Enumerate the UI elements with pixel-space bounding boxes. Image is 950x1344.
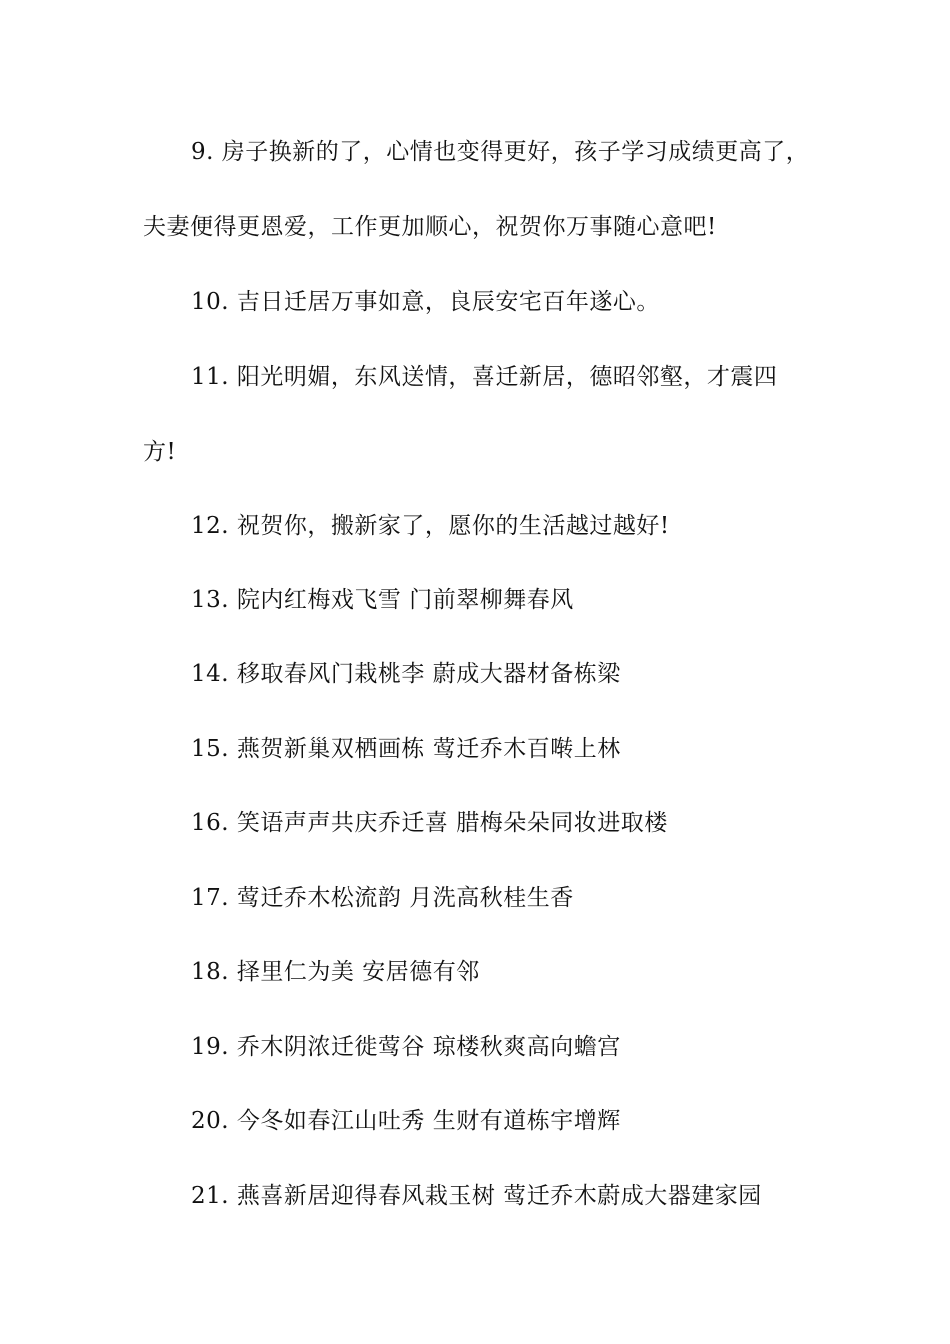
paragraph-line: 17. 莺迁乔木松流韵 月洗高秋桂生香 bbox=[191, 885, 574, 911]
paragraph-line: 21. 燕喜新居迎得春风栽玉树 莺迁乔木蔚成大器建家园 bbox=[191, 1183, 762, 1209]
paragraph-line: 19. 乔木阴浓迁徙莺谷 琼楼秋爽高向蟾宫 bbox=[191, 1034, 621, 1060]
paragraph-line: 夫妻便得更恩爱，工作更加顺心，祝贺你万事随心意吧! bbox=[143, 214, 717, 240]
paragraph-line: 9. 房子换新的了，心情也变得更好，孩子学习成绩更高了， bbox=[191, 139, 810, 165]
paragraph-line: 11. 阳光明媚，东风送情，喜迁新居，德昭邻壑，才震四 bbox=[191, 364, 778, 390]
paragraph-line: 10. 吉日迁居万事如意，良辰安宅百年遂心。 bbox=[191, 289, 660, 315]
paragraph-line: 18. 择里仁为美 安居德有邻 bbox=[191, 959, 480, 985]
paragraph-line: 13. 院内红梅戏飞雪 门前翠柳舞春风 bbox=[191, 587, 574, 613]
paragraph-line: 20. 今冬如春江山吐秀 生财有道栋宇增辉 bbox=[191, 1108, 621, 1134]
paragraph-line: 12. 祝贺你，搬新家了，愿你的生活越过越好! bbox=[191, 513, 670, 539]
paragraph-line: 15. 燕贺新巢双栖画栋 莺迁乔木百啭上林 bbox=[191, 736, 621, 762]
paragraph-line: 14. 移取春风门栽桃李 蔚成大器材备栋梁 bbox=[191, 661, 621, 687]
paragraph-line: 16. 笑语声声共庆乔迁喜 腊梅朵朵同妆进取楼 bbox=[191, 810, 668, 836]
paragraph-line: 方! bbox=[143, 439, 177, 465]
